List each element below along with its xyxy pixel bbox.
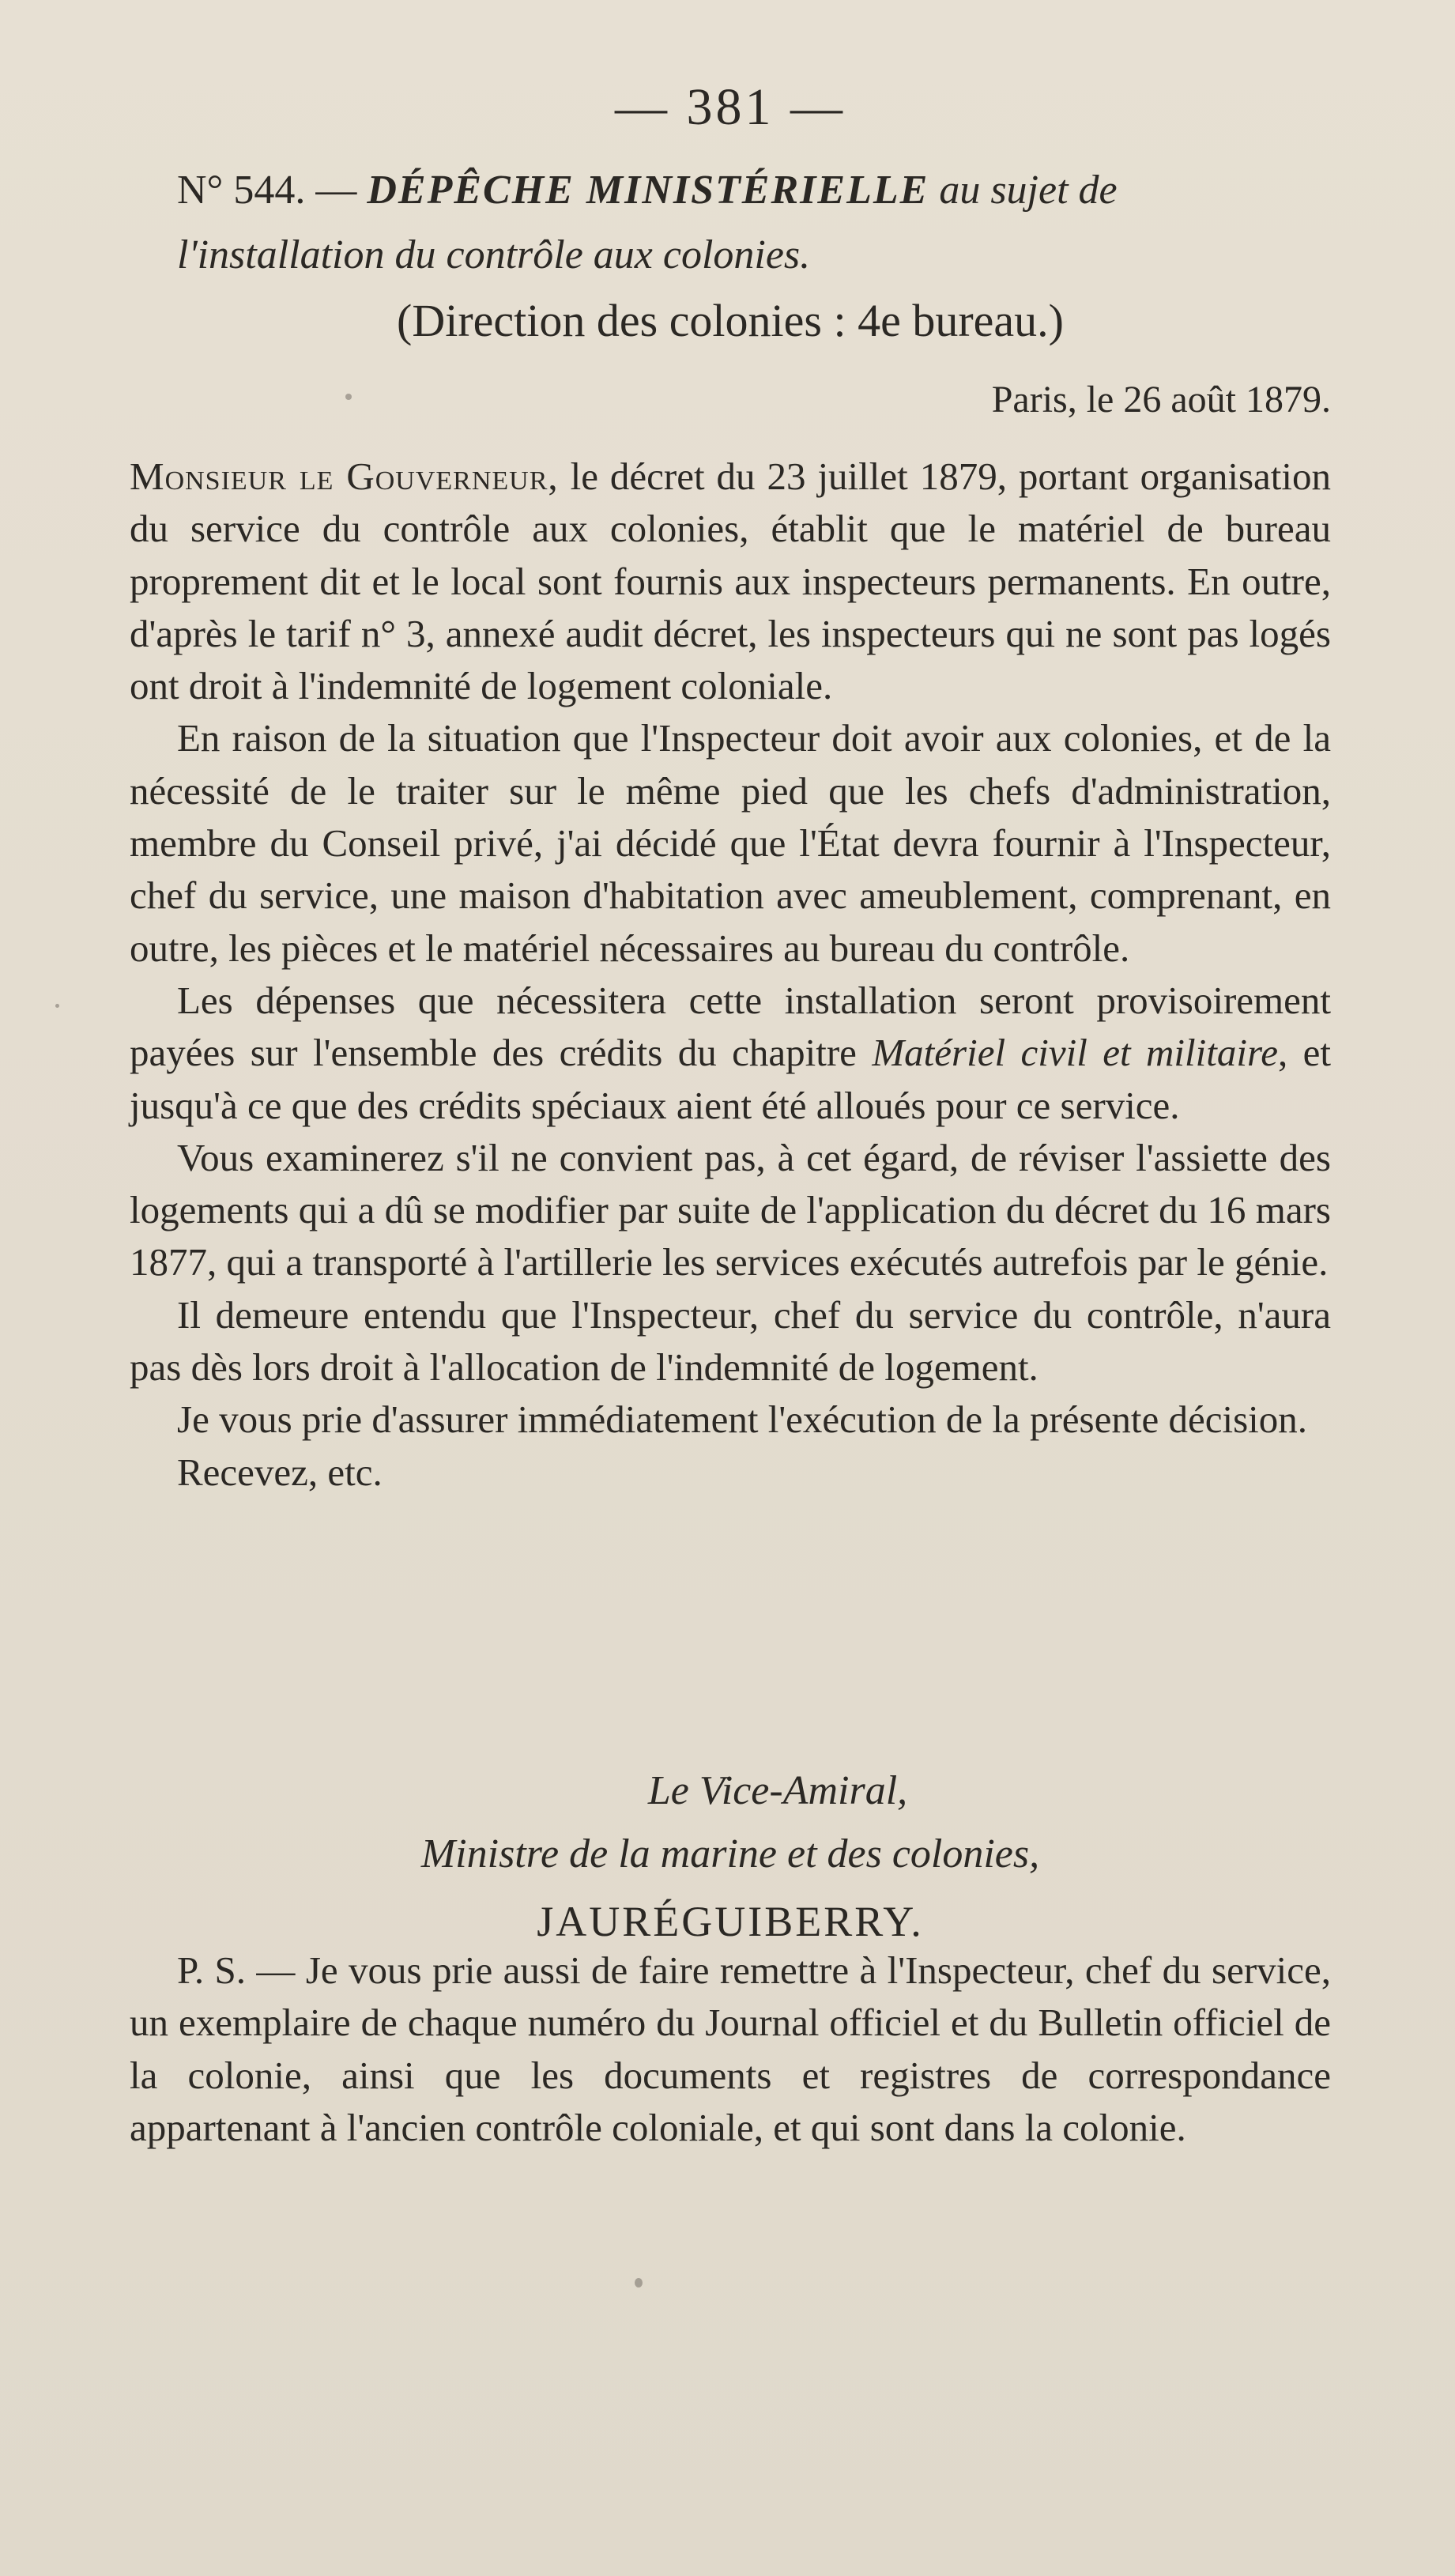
paragraph-3-a: Les dépenses que nécessitera cette installation seront provisoirement payées sur l'ensemble des crédits du chapitre	[130, 978, 1331, 1075]
ink-speck	[635, 2278, 643, 2287]
ink-speck	[55, 1004, 59, 1008]
page-number: — 381 —	[615, 78, 846, 136]
postscript-label: P. S.	[177, 1948, 246, 1992]
paragraph-5: Il demeure entendu que l'Inspecteur, chef du service du contrôle, n'aura pas dès lors droit à l'allocation de l'indemnité de logement.	[130, 1292, 1331, 1390]
date-line: Paris, le 26 août 1879.	[991, 379, 1331, 421]
paragraph-7: Recevez, etc.	[177, 1450, 383, 1494]
postscript	[130, 1944, 1331, 2154]
postscript-paragraph	[130, 1944, 1331, 2154]
paragraph-1	[130, 451, 1331, 712]
document-heading	[177, 158, 1331, 288]
paragraph-2: En raison de la situation que l'Inspecteur doit avoir aux colonies, et de la nécessité de le traiter sur le même pied que les chefs d'administration, membre du Conseil privé, j'ai décidé que l'État devra fournir à l'Inspecteur, chef du service, une maison d'habitation avec ameublement, comprenant, en outre, les pièces et le matériel nécessaires au bureau du contrôle.	[130, 716, 1331, 970]
ink-speck	[345, 394, 352, 400]
paragraph-1-text: le décret du 23 juillet 1879, portant organisation du service du contrôle aux colonies, établit que le matériel de bureau proprement dit et le local sont fournis aux inspecteurs permanents. En outre, d'après le tarif n° 3, annexé audit décret, les inspecteurs qui ne sont pas logés ont droit à l'indemnité de logement coloniale.	[130, 454, 1331, 708]
salutation: Monsieur le Gouverneur,	[130, 454, 559, 498]
paragraph-3-b: , et jusqu'à ce que des crédits spéciaux aient été alloués pour ce service.	[130, 1031, 1331, 1127]
paragraph-3	[130, 975, 1331, 1132]
letter-body	[130, 451, 1331, 1499]
signature-role: Ministre de la marine et des colonies,	[420, 1831, 1040, 1876]
signature-title: Le Vice-Amiral,	[647, 1768, 908, 1813]
paragraph-4: Vous examinerez s'il ne convient pas, à cet égard, de réviser l'assiette des logements qui a dû se modifier par suite de l'application du décret du 16 mars 1877, qui a transporté à l'artillerie les services exécutés autrefois par le génie.	[130, 1135, 1331, 1284]
document-number: N° 544. —	[177, 168, 368, 213]
document-title: DÉPÊCHE MINISTÉRIELLE	[367, 168, 929, 213]
paragraph-3-italic: Matériel civil et militaire	[872, 1031, 1278, 1075]
signature-name: JAURÉGUIBERRY.	[537, 1898, 924, 1945]
postscript-text: — Je vous prie aussi de faire remettre à l'Inspecteur, chef du service, un exemplaire de chaque numéro du Journal officiel et du Bulletin officiel de la colonie, ainsi que les documents et registres de correspondance appartenant à l'ancien contrôle coloniale, et qui sont dans la colonie.	[130, 1948, 1332, 2149]
paragraph-6: Je vous prie d'assurer immédiatement l'exécution de la présente décision.	[177, 1397, 1308, 1442]
direction-line: (Direction des colonies : 4e bureau.)	[397, 295, 1064, 346]
document-subject-line2: l'installation du contrôle aux colonies.	[177, 232, 811, 277]
document-subject-line1: au sujet de	[929, 168, 1118, 213]
